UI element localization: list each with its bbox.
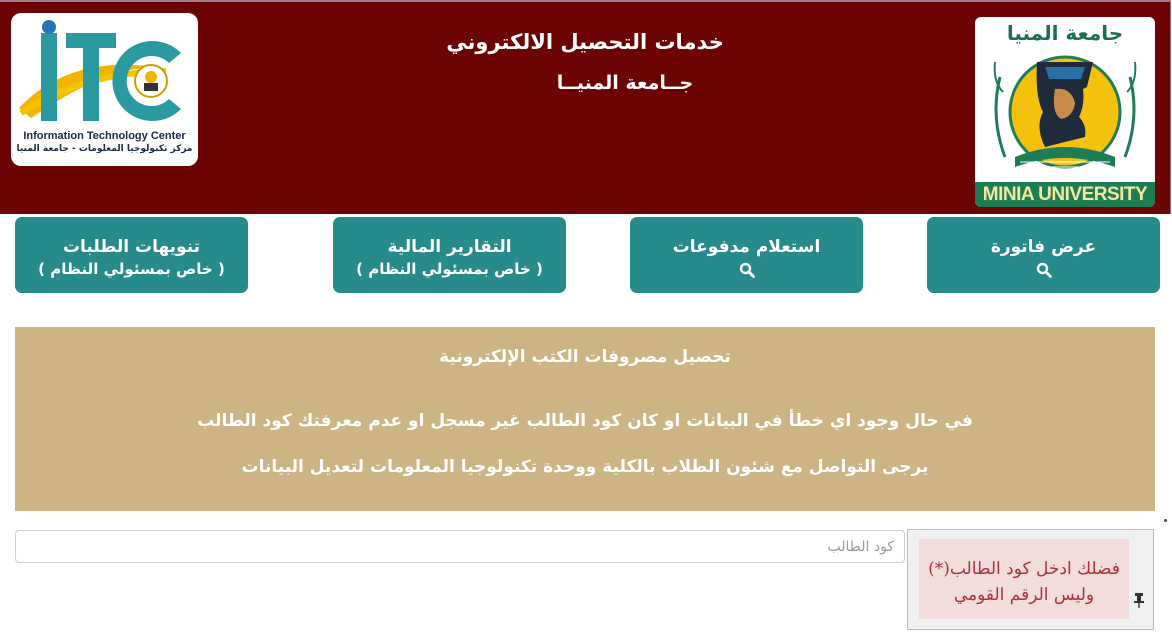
info-panel — [15, 327, 1155, 511]
itc-caption-ar: مركز تكنولوجيا المعلومات - جامعة المنيا — [16, 144, 193, 154]
financial-reports-button[interactable] — [333, 217, 566, 293]
request-notices-label: تنويهات الطلبات — [62, 237, 201, 257]
financial-reports-label: التقارير المالية — [387, 237, 512, 257]
view-invoice-button[interactable] — [927, 217, 1160, 293]
itc-logo[interactable] — [11, 13, 198, 166]
info-line-2: يرجى التواصل مع شئون الطلاب بالكلية ووحدة تكنولوجيا المعلومات لتعديل البيانات — [241, 457, 929, 477]
payments-inquiry-button[interactable] — [630, 217, 863, 293]
page-subtitle: جــامعة المنيــا — [556, 72, 694, 94]
request-notices-button[interactable] — [15, 217, 248, 293]
itc-caption-en: Information Technology Center — [23, 130, 186, 142]
view-invoice-label: عرض فاتورة — [990, 237, 1097, 257]
page-title: خدمات التحصيل الالكتروني — [446, 30, 724, 54]
stray-dot — [1164, 519, 1167, 522]
minia-university-logo-icon — [975, 17, 1155, 207]
payments-inquiry-label: استعلام مدفوعات — [672, 237, 821, 257]
header — [0, 0, 1171, 214]
minia-university-logo[interactable] — [975, 17, 1155, 207]
financial-reports-note: ( خاص بمسئولي النظام ) — [356, 260, 543, 278]
request-notices-note: ( خاص بمسئولي النظام ) — [38, 260, 225, 278]
search-icon — [739, 262, 755, 278]
pin-icon — [1133, 592, 1145, 608]
search-icon — [1036, 262, 1052, 278]
hint-line-1: فضلك ادخل كود الطالب(*) — [928, 559, 1120, 579]
student-code-input[interactable] — [15, 530, 905, 563]
hint-line-2: وليس الرقم القومي — [953, 585, 1095, 605]
info-line-1: في حال وجود اي خطأ في البيانات او كان كود الطالب غير مسجل او عدم معرفتك كود الطالب — [197, 411, 973, 431]
minia-caption-en: MINIA UNIVERSITY — [975, 182, 1155, 207]
hint-message — [919, 539, 1129, 619]
info-title: تحصيل مصروفات الكتب الإلكترونية — [439, 347, 731, 367]
minia-caption-ar: جامعة المنيا — [1006, 21, 1124, 45]
validation-hint — [907, 529, 1154, 630]
